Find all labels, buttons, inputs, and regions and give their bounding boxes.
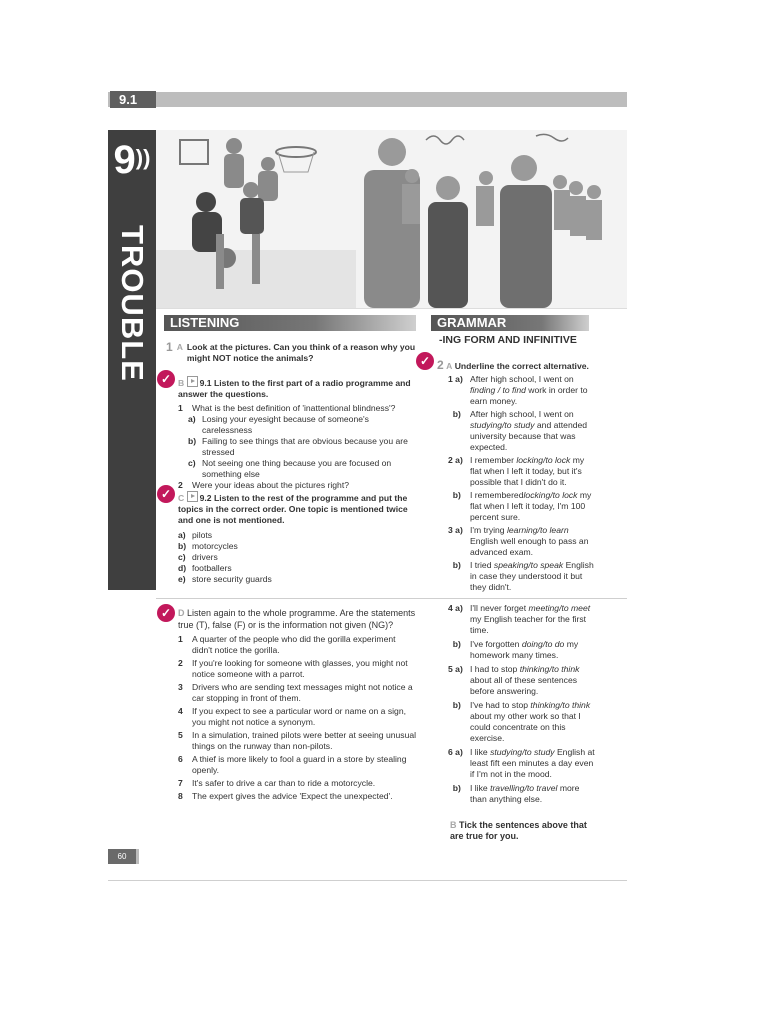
audio-track-number: 9.1 <box>199 378 212 388</box>
list-item: b) I rememberedlocking/to lock my flat when I left it today, I'm 100 percent sure. <box>448 490 592 522</box>
listening-heading: LISTENING <box>164 315 416 331</box>
question-text: What is the best definition of 'inattentional blindness'? <box>192 403 396 413</box>
option-text: Not seeing one thing because you are focused on something else <box>202 458 392 479</box>
check-mark-icon: ✓ <box>157 370 175 388</box>
grammar-heading: GRAMMAR <box>431 315 589 331</box>
statement-item: 5 In a simulation, trained pilots were better at seeing unusual things on the runway than non-pilots. <box>178 730 417 751</box>
unit-header-bar <box>108 92 627 107</box>
unit-label: 9.1 <box>110 91 156 108</box>
list-item: 3 a) I'm trying learning/to learn English well enough to pass an advanced exam. <box>448 525 589 557</box>
exercise-2a-items-bottom <box>448 603 596 805</box>
list-item: 6 a) I like studying/to study English at least fift een minutes a day even if I'm not in the mood. <box>448 747 595 779</box>
exercise-instruction: Look at the pictures. Can you think of a reason why you might NOT notice the animals? <box>186 342 416 363</box>
list-item: 1 a) After high school, I went on finding / to find work in order to earn money. <box>448 374 588 406</box>
question-text: Were your ideas about the pictures right? <box>192 480 350 490</box>
list-item: 2 a) I remember locking/to lock my flat when I left it today, but it's possible that I didn't do it. <box>448 455 585 487</box>
exercise-1d <box>178 608 418 802</box>
exercise-1a <box>166 342 416 364</box>
statement-item: 8 The expert gives the advice 'Expect the unexpected'. <box>178 791 393 801</box>
exercise-1b: B 9.1 Listen to the first part of a radio programme and answer the questions. 1 What is the best definition of 'inattentional blindness'? a) Losing your eyesight because of someone's carelessness b) Failing to see things that are obvious because you are stressed c) Not seeing one thing because you are focused on something else 2 Were your ideas about the pictures right? <box>178 376 416 491</box>
audio-track-icon <box>187 376 198 387</box>
check-mark-icon: ✓ <box>416 352 434 370</box>
exercise-letter: C <box>178 493 185 503</box>
option-text: Failing to see things that are obvious because you are stressed <box>202 436 408 457</box>
list-item: b) I've forgotten doing/to do my homework many times. <box>448 639 579 660</box>
list-item: b) After high school, I went on studying/to study and attended university because that was expected. <box>448 409 588 452</box>
audio-track-number: 9.2 <box>199 493 212 503</box>
list-item: c) drivers <box>178 552 218 562</box>
statement-item: 3 Drivers who are sending text messages might not notice a car stopping in front of them. <box>178 682 413 703</box>
exercise-2b: B Tick the sentences above that are true for you. <box>450 820 587 841</box>
list-item: 5 a) I had to stop thinking/to think about all of these sentences before answering. <box>448 664 580 696</box>
audio-track-icon <box>187 491 198 502</box>
page-number-shadow <box>136 849 139 864</box>
exercise-2a-instruction: 2 A Underline the correct alternative. <box>437 358 589 372</box>
option-text: Losing your eyesight because of someone's carelessness <box>202 414 369 435</box>
check-mark-icon: ✓ <box>157 604 175 622</box>
statement-item: 7 It's safer to drive a car than to ride a motorcycle. <box>178 778 376 788</box>
page-number: 60 <box>108 849 136 864</box>
list-item: b) motorcycles <box>178 541 238 551</box>
list-item: b) I like travelling/to travel more than anything else. <box>448 783 580 804</box>
section-divider <box>156 598 627 599</box>
exercise-letter: A <box>176 342 183 352</box>
statement-item: 4 If you expect to see a particular word or name on a sign, you might not notice a synonym. <box>178 706 407 727</box>
unit-number: 9)) <box>113 138 151 182</box>
list-item: b) I've had to stop thinking/to think about my other work so that I could concentrate on this exercise. <box>448 700 591 743</box>
statement-item: 6 A thief is more likely to fool a guard in a store by stealing openly. <box>178 754 407 775</box>
statement-item: 2 If you're looking for someone with glasses, you might not notice someone with a parrot. <box>178 658 408 679</box>
list-item: 4 a) I'll never forget meeting/to meet my English teacher for the first time. <box>448 603 591 635</box>
list-item: d) footballers <box>178 563 232 573</box>
exercise-1c <box>178 491 416 585</box>
exercise-instruction: Listen to the first part of a radio programme and answer the questions. <box>178 378 411 399</box>
exercise-letter: B <box>178 378 185 388</box>
basketball-and-crowd-illustration <box>156 130 627 308</box>
check-mark-icon: ✓ <box>157 485 175 503</box>
unit-illustration <box>156 130 627 309</box>
list-item: a) pilots <box>178 530 213 540</box>
list-item: e) store security guards <box>178 574 272 584</box>
exercise-letter: D <box>178 608 185 618</box>
exercise-instruction: Listen again to the whole programme. Are the statements true (T), false (F) or is the information not given (NG)? <box>178 608 416 630</box>
sound-wave-icon: )) <box>135 145 151 170</box>
list-item: b) I tried speaking/to speak English in case they understood it but they didn't. <box>448 560 594 592</box>
footer-divider <box>108 880 627 881</box>
unit-title: TROUBLE <box>115 225 150 382</box>
grammar-subheading: -ING FORM AND INFINITIVE <box>439 334 577 346</box>
exercise-number: 1 <box>166 340 173 354</box>
exercise-2a-items-top <box>448 374 596 593</box>
exercise-instruction: Listen to the rest of the programme and put the topics in the correct order. One topic is mentioned twice and one is not mentioned. <box>178 493 408 525</box>
statement-item: 1 A quarter of the people who did the gorilla experiment didn't notice the gorilla. <box>178 634 396 655</box>
